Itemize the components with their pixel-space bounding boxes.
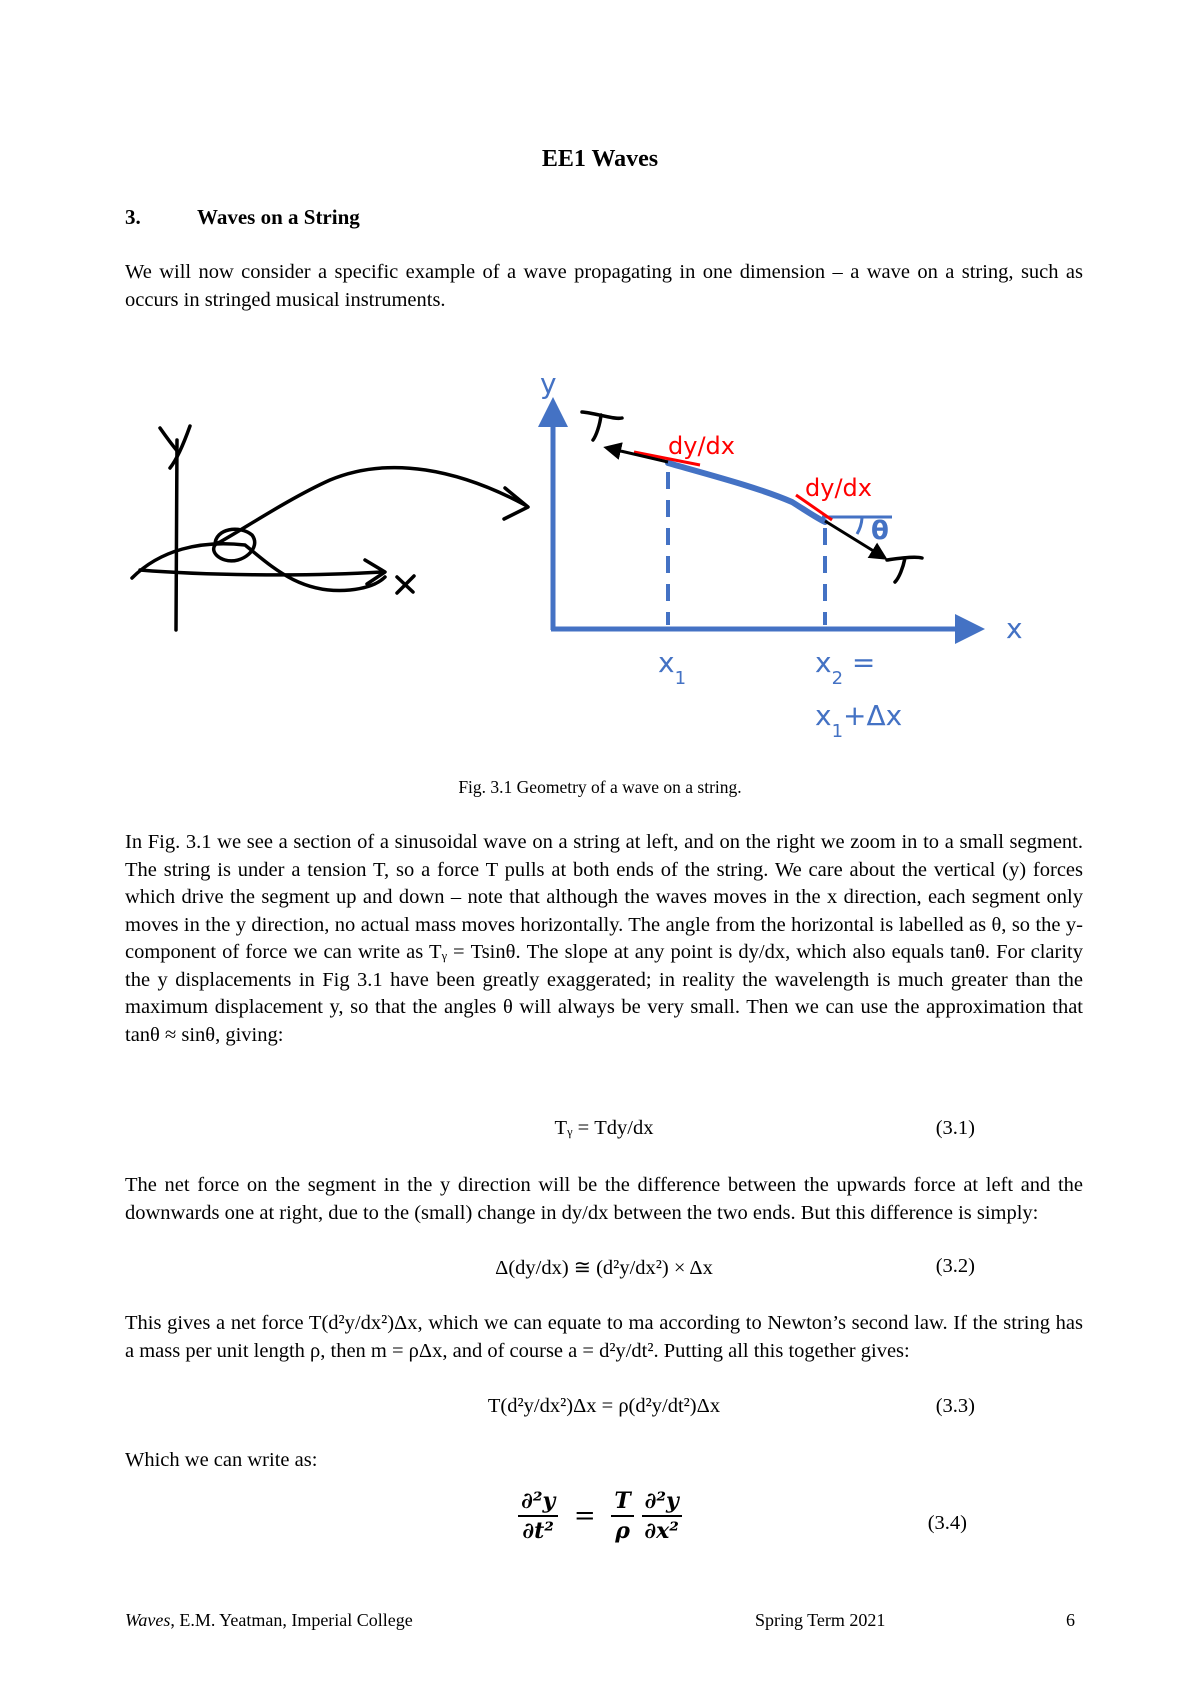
tension-arrow-left: [612, 449, 668, 462]
equation-3-4: [0, 1487, 1200, 1545]
page-number: 6: [1066, 1610, 1075, 1630]
x2-label: $x_2$ =: [815, 646, 876, 689]
footer-author: Waves, E.M. Yeatman, Imperial College: [125, 1610, 413, 1630]
figure-caption: Fig. 3.1 Geometry of a wave on a string.: [458, 777, 742, 797]
section-title: Waves on a String: [197, 205, 360, 229]
equation-3-3: [125, 1395, 1083, 1423]
tension-glyph-left: [582, 412, 622, 440]
equation-3-4-number: (3.4): [927, 1512, 967, 1534]
paragraph-geometry: In Fig. 3.1 we see a section of a sinusoidal wave on a string at left, and on the right we zoom in to a small segment. The string is under a tension T, so a force T pulls at both ends of the string. We care about the vertical (y) forces which drive the segment up and down – note that although the waves moves in the x direction, each segment only moves in the y direction, no actual mass moves horizontally. The angle from the horizontal is labelled as θ, so the y-component of force we can write as Tᵧ = Tsinθ. The slope at any point is dy/dx, which also equals tanθ. For clarity the y displacements in Fig 3.1 have been greatly exaggerated; in reality the wavelength is much greater than the maximum displacement y, so that the angles θ will always be very small. Then we can use the approximation that tanθ ≈ sinθ, giving:: [125, 831, 1083, 1046]
left-sketch-y-axis: [176, 440, 177, 630]
equation-3-2-number: (3.2): [935, 1255, 975, 1277]
equation-3-1-number: (3.1): [935, 1117, 975, 1139]
angle-label: θ: [871, 516, 889, 546]
equation-3-4-coefficient: $\frac{T}{\rho}$: [611, 1487, 633, 1545]
figure-wave-on-string: [0, 350, 1200, 750]
x2-definition: $x_1+\Delta x$: [815, 699, 903, 742]
left-sketch-y-glyph: [160, 426, 190, 468]
section-number: 3.: [125, 205, 141, 229]
equation-3-4-lhs: $\frac{\text{∂²y}}{\text{∂t²}}$: [518, 1487, 558, 1545]
left-sketch-x-axis: [140, 570, 382, 575]
left-sketch-loop: [214, 468, 525, 561]
equation-3-1-body: Tᵧ = Tdy/dx: [554, 1117, 654, 1139]
intro-paragraph: We will now consider a specific example of a wave propagating in one dimension – a wave on a string, such as occurs in stringed musical instruments.: [125, 261, 1083, 311]
left-sketch-wave: [132, 544, 385, 591]
tension-glyph-right: [887, 557, 922, 582]
x1-label: $x_1$: [658, 646, 687, 689]
left-sketch-arrowhead: [504, 488, 528, 519]
string-segment: [668, 463, 825, 522]
left-sketch-x-glyph: [397, 576, 414, 593]
left-sketch: [132, 426, 528, 630]
equation-3-4-rhs: $\frac{\text{∂²y}}{\text{∂x²}}$: [641, 1487, 682, 1545]
section-heading: [125, 205, 360, 230]
equation-3-2: [125, 1255, 1083, 1283]
x-axis-label: x: [1006, 612, 1023, 645]
document-title: EE1 Waves: [541, 146, 659, 172]
slope-label-1: dy/dx: [668, 432, 735, 460]
slope-label-2: dy/dx: [805, 474, 872, 502]
right-diagram: [540, 367, 1023, 742]
equation-3-2-body: Δ(dy/dx) ≅ (d²y/dx²) × Δx: [495, 1257, 713, 1279]
equation-3-3-body: T(d²y/dx²)Δx = ρ(d²y/dt²)Δx: [487, 1395, 721, 1417]
y-axis-label: y: [540, 367, 557, 400]
paragraph-newton: This gives a net force T(d²y/dx²)Δx, which we can equate to ma according to Newton’s second law. If the string has a mass per unit length ρ, then m = ρΔx, and of course a = d²y/dt². Putting all this together gives:: [125, 1312, 1083, 1362]
equation-3-4-equals: =: [573, 1501, 596, 1531]
footer-term: Spring Term 2021: [755, 1610, 886, 1630]
equation-3-1: [125, 1117, 1083, 1145]
paragraph-which-we-can-write: Which we can write as:: [125, 1449, 318, 1471]
paragraph-net-force: The net force on the segment in the y direction will be the difference between the upwards force at left and the downwards one at right, due to the (small) change in dy/dx between the two ends. But this difference is simply:: [125, 1174, 1083, 1224]
angle-arc: [857, 518, 862, 534]
equation-3-3-number: (3.3): [935, 1395, 975, 1417]
